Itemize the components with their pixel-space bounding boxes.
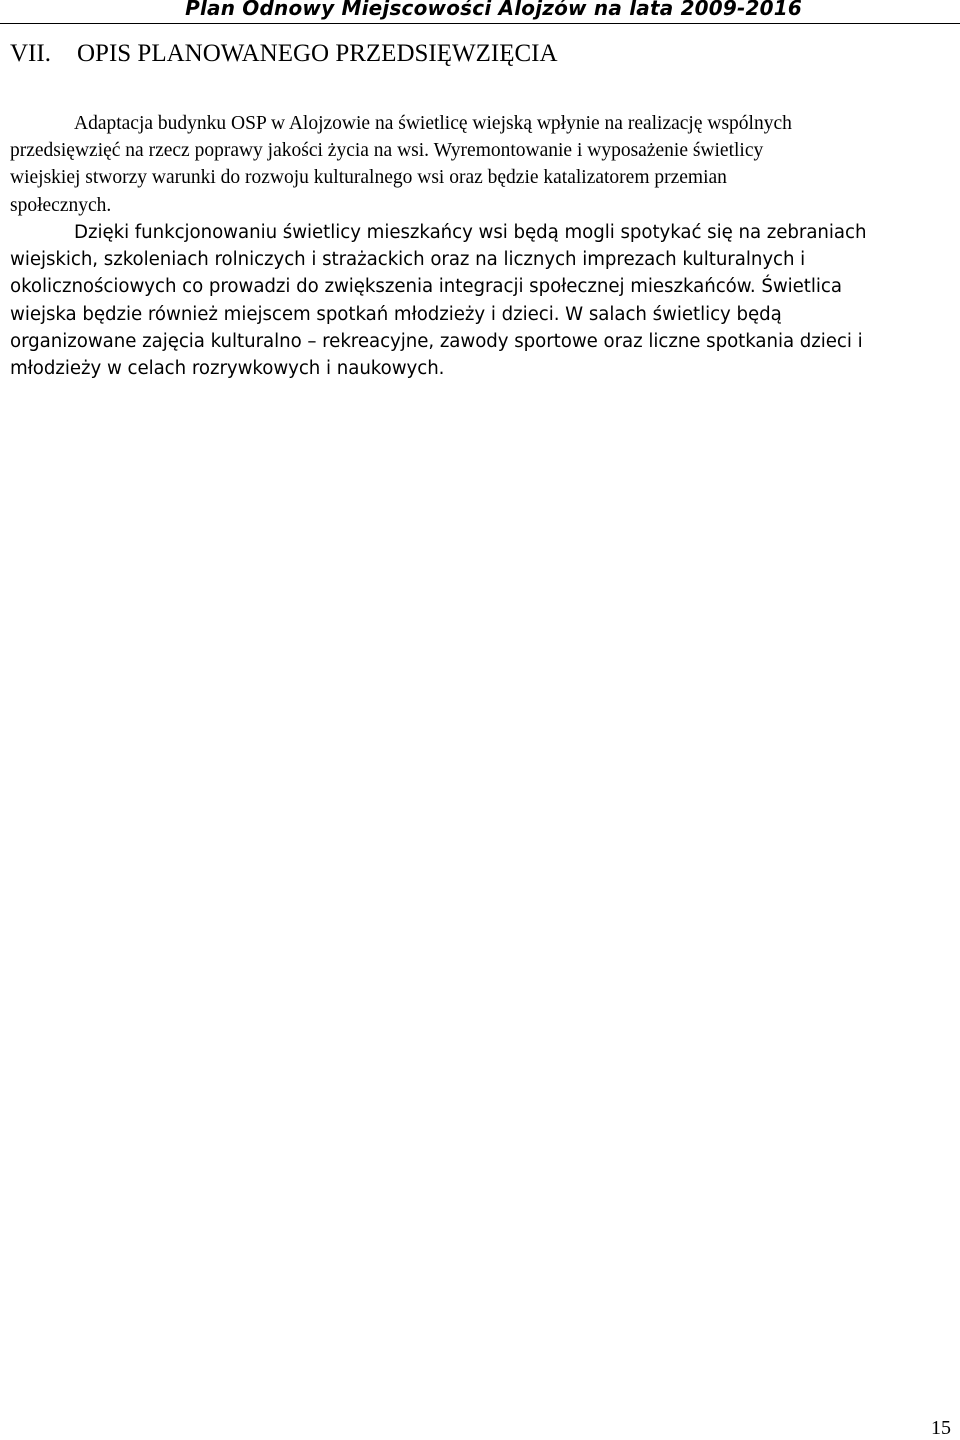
paragraph-line: wiejskiej stworzy warunki do rozwoju kulturalnego wsi oraz będzie katalizatorem przemian xyxy=(10,167,727,189)
page-number: 15 xyxy=(931,1417,951,1439)
section-title: OPIS PLANOWANEGO PRZEDSIĘWZIĘCIA xyxy=(77,40,558,67)
paragraph-line: młodzieży w celach rozrywkowych i naukowych. xyxy=(10,358,445,380)
section-number: VII. xyxy=(10,40,51,67)
paragraph-line: organizowane zajęcia kulturalno – rekreacyjne, zawody sportowe oraz liczne spotkania dzieci i xyxy=(10,330,863,352)
paragraph-line: okolicznościowych co prowadzi do zwiększenia integracji społecznej mieszkańców. Świetlica xyxy=(10,276,842,298)
running-header-title: Plan Odnowy Miejscowości Alojzów na lata 2009-2016 xyxy=(185,0,802,20)
paragraph-line: Dzięki funkcjonowaniu świetlicy mieszkańcy wsi będą mogli spotykać się na zebraniach xyxy=(74,222,867,243)
paragraph-line: wiejskich, szkoleniach rolniczych i strażackich oraz na licznych imprezach kulturalnych i xyxy=(10,249,806,271)
paragraph-line: wiejska będzie również miejscem spotkań młodzieży i dzieci. W salach świetlicy będą xyxy=(10,303,782,325)
header-rule xyxy=(0,23,960,24)
section-heading xyxy=(10,40,558,68)
paragraph-2 xyxy=(10,219,950,382)
paragraph-line: przedsięwzięć na rzecz poprawy jakości życia na wsi. Wyremontowanie i wyposażenie świetlicy xyxy=(10,140,764,162)
paragraph-line: społecznych. xyxy=(10,194,112,216)
paragraph-1 xyxy=(10,110,950,219)
paragraph-line: Adaptacja budynku OSP w Alojzowie na świetlicę wiejską wpłynie na realizację wspólnych xyxy=(74,113,792,134)
